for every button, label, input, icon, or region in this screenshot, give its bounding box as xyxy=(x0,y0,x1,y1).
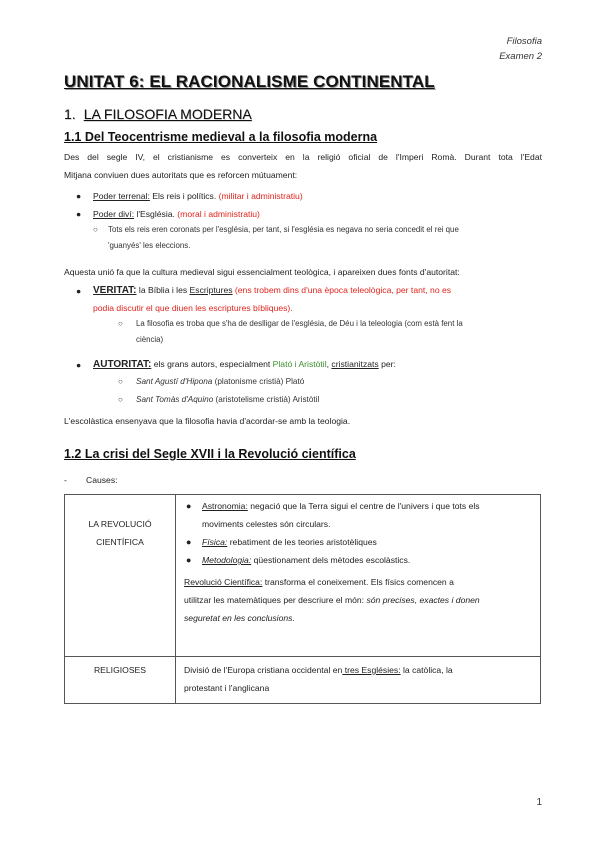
autoritat-item-2 xyxy=(136,392,319,408)
metodologia-item xyxy=(176,551,532,569)
header-exam: Examen 2 xyxy=(499,51,542,62)
section-title: LA FILOSOFIA MODERNA xyxy=(83,106,252,122)
sub-bullet-line-2: 'guanyés' les eleccions. xyxy=(108,241,191,250)
bullet-dot: ● xyxy=(76,286,82,296)
section-heading xyxy=(64,106,252,122)
circle-bullet: ○ xyxy=(93,225,98,234)
augusti-name: Sant Agustí d'Hipona xyxy=(136,377,213,386)
list-item-note: (moral i administratiu) xyxy=(177,209,260,219)
bullet-dot: ● xyxy=(76,191,82,201)
religioses-text-3: protestant i l'anglicana xyxy=(184,683,270,693)
table-cell-label: RELIGIOSES xyxy=(65,657,176,704)
row1-label-line-1: LA REVOLUCIÓ xyxy=(88,519,152,529)
bullet-dot: ● xyxy=(186,555,192,565)
fisica-label: Física: xyxy=(202,537,228,547)
veritat-sub-line-2: ciència) xyxy=(136,335,164,344)
plato-aristotil: Plató i Aristòtil xyxy=(272,359,327,369)
page-title: UNITAT 6: EL RACIONALISME CONTINENTAL xyxy=(64,72,435,91)
astronomia-text-2: moviments celestes són circulars. xyxy=(202,519,331,529)
tomas-detail: (aristotelisme cristià) Aristòtil xyxy=(213,395,320,404)
page-number: 1 xyxy=(536,797,542,808)
revolucio-label: Revolució Científica: xyxy=(184,577,263,587)
list-item-poder-divi xyxy=(93,205,260,223)
causes-table xyxy=(64,494,541,704)
section-number: 1. xyxy=(64,106,76,122)
autoritat-text: els grans autors, especialment xyxy=(151,359,273,369)
tres-esglesies: tres Esglésies: xyxy=(342,665,401,675)
table-cell-label xyxy=(65,495,176,657)
revolucio-paragraph xyxy=(176,573,532,627)
table-row xyxy=(65,495,541,657)
fisica-item xyxy=(176,533,532,551)
unio-paragraph: Aquesta unió fa que la cultura medieval sigui essencialment teològica, i apareixen dues fonts d'autoritat: xyxy=(64,267,460,277)
list-item-note: (militar i administratiu) xyxy=(218,191,303,201)
veritat-text: la Bíblia i les xyxy=(136,285,190,295)
scriptures-term: Escriptures xyxy=(189,285,233,295)
intro-line-2: Mitjana conviuen dues autoritats que es reforcen mútuament: xyxy=(64,170,298,180)
circle-bullet: ○ xyxy=(118,395,123,404)
list-item-label: Poder terrenal: xyxy=(93,191,150,201)
bullet-dot: ● xyxy=(186,501,192,511)
veritat-label: VERITAT: xyxy=(93,285,137,296)
intro-line-1: Des del segle IV, el cristianisme es converteix en la religió oficial de l'Imperi Romà. Durant tota l'Edat xyxy=(64,152,542,162)
metodologia-label: Metodologia: xyxy=(202,555,252,565)
causes-dash: - xyxy=(64,475,67,485)
table-row xyxy=(65,657,541,704)
revolucio-text-1: transforma el coneixement. Els físics comencen a xyxy=(262,577,454,587)
veritat-red-line-2: podia discutir el que diuen les escriptures bíbliques). xyxy=(93,303,293,313)
veritat-red-line-1: (ens trobem dins d'una època teleològica, per tant, no es xyxy=(232,285,452,295)
sub-bullet-text xyxy=(108,222,542,254)
list-item-text: Els reis i polítics. xyxy=(149,191,219,201)
list-item-veritat xyxy=(93,281,543,300)
veritat-sub-text xyxy=(136,316,543,348)
revolucio-text-2b: són precises, exactes i donen xyxy=(366,595,480,605)
escolastica-paragraph: L'escolàstica ensenyava que la filosofia havia d'acordar-se amb la teologia. xyxy=(64,416,351,426)
astronomia-text: negació que la Terra sigui el centre de l'univers i que tots els xyxy=(247,501,480,511)
astronomia-item xyxy=(176,497,532,533)
autoritat-tail: per: xyxy=(378,359,396,369)
veritat-sub-line-1: La filosofia es troba que s'ha de deslligar de l'església, de Déu i la teleologia (com està fent la xyxy=(136,319,463,328)
religioses-text-1: Divisió de l'Europa cristiana occidental en xyxy=(184,665,343,675)
list-item-poder-terrenal xyxy=(93,187,303,205)
autoritat-comma: , xyxy=(326,359,332,369)
table-cell-content xyxy=(176,657,541,704)
astronomia-label: Astronomia: xyxy=(202,501,248,511)
bullet-dot: ● xyxy=(186,537,192,547)
tomas-name: Sant Tomàs d'Aquino xyxy=(136,395,214,404)
cristianitzats-term: cristianitzats xyxy=(331,359,379,369)
metodologia-text: qüestionament dels mètodes escolàstics. xyxy=(251,555,411,565)
list-item-autoritat xyxy=(93,355,396,374)
bullet-dot: ● xyxy=(76,360,82,370)
sub-bullet-line-1: Tots els reis eren coronats per l'església, per tant, si l'església es negava no seria concedit el rei que xyxy=(108,225,459,234)
table-cell-content xyxy=(176,495,541,657)
revolucio-text-3: seguretat en les conclusions. xyxy=(184,613,295,623)
autoritat-item-1 xyxy=(136,374,304,390)
autoritat-label: AUTORITAT: xyxy=(93,359,152,370)
header-subject: Filosofia xyxy=(506,36,542,47)
list-item-label: Poder diví: xyxy=(93,209,135,219)
row1-label-line-2: CIENTÍFICA xyxy=(96,537,144,547)
religioses-text-2: la catòlica, la xyxy=(400,665,453,675)
causes-label: Causes: xyxy=(86,475,118,485)
list-item-text: l'Església. xyxy=(134,209,178,219)
revolucio-text-2a: utilitzar les matemàtiques per descriure el món: xyxy=(184,595,367,605)
fisica-text: rebatiment de les teories aristotèliques xyxy=(227,537,377,547)
augusti-detail: (platonisme cristià) Plató xyxy=(212,377,305,386)
circle-bullet: ○ xyxy=(118,319,123,328)
subsection-heading-1-2: 1.2 La crisi del Segle XVII i la Revolució científica xyxy=(64,447,356,461)
bullet-dot: ● xyxy=(76,209,82,219)
circle-bullet: ○ xyxy=(118,377,123,386)
subsection-heading-1-1: 1.1 Del Teocentrisme medieval a la filosofia moderna xyxy=(64,130,378,144)
